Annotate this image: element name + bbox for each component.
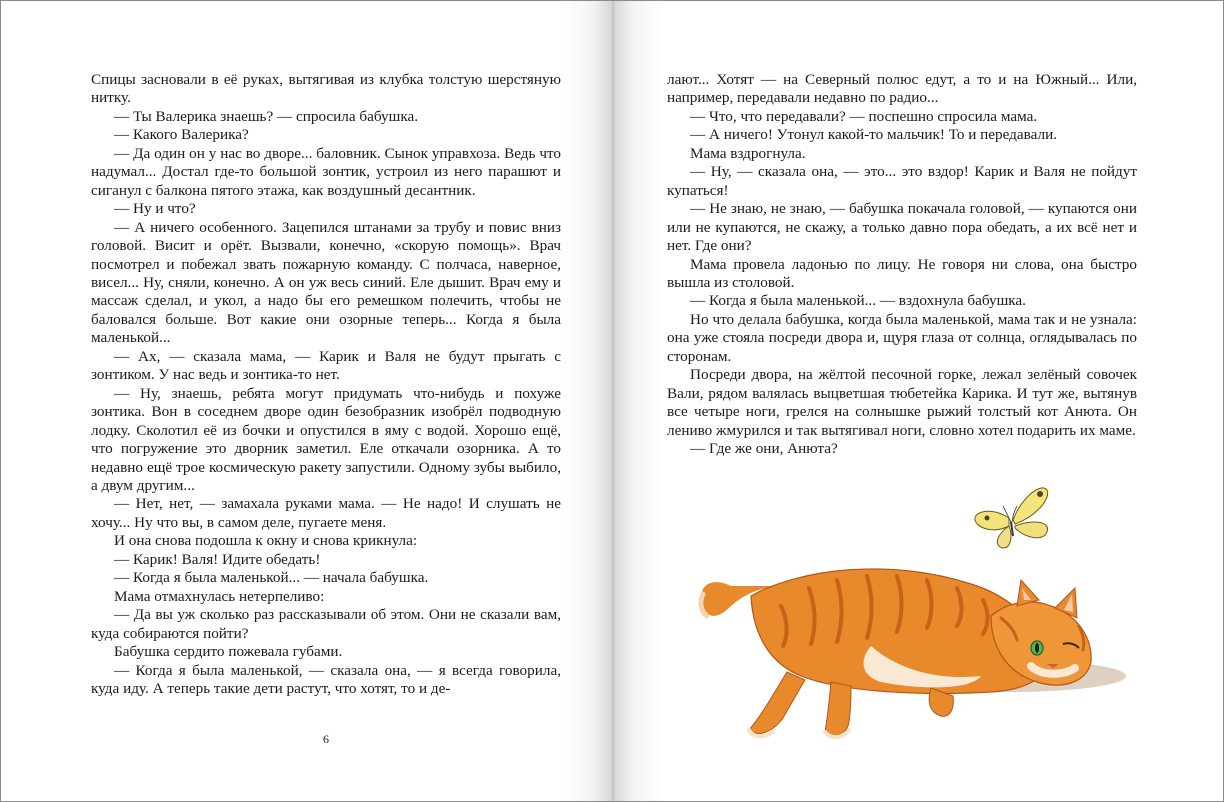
- paragraph: — Да вы уж сколько раз рассказывали об этом. Они не сказали вам, куда собираются пойти?: [91, 606, 561, 642]
- paragraph: Мама вздрогнула.: [690, 144, 806, 162]
- paragraph: — Ты Валерика знаешь? — спросила бабушка.: [114, 107, 419, 125]
- paragraph: — А ничего особенного. Зацепился штанами за трубу и повис вниз головой. Висит и орёт. Вызвали, конечно, «скорую помощь». Врач посмотрел и побежал звать пожарную команду. С полчаса, наверное, висел... Ну, сняли, конечно. А он уж весь синий. Еле дышит. Врач ему и массаж сделал, и укол, а надо бы его ремешком полечить, чтобы не баловался больше. Вот какие они озорные теперь... Когда я была маленькой...: [91, 218, 561, 347]
- paragraph: — А ничего! Утонул какой-то мальчик! То и передавали.: [690, 126, 1057, 144]
- paragraph: — Ах, — сказала мама, — Карик и Валя не будут прыгать с зонтиком. У нас ведь и зонтика-то нет.: [91, 347, 561, 384]
- paragraph: — Когда я была маленькой... — вздохнула бабушка.: [690, 292, 1026, 310]
- book-gutter: [561, 1, 665, 801]
- paragraph: — Не знаю, не знаю, — бабушка покачала головой, — купаются они или не купаются, не скажу, а только давно пора обедать, а их всё нет и нет. Где они?: [667, 200, 1137, 255]
- paragraph: — Нет, нет, — замахала руками мама. — Не надо! И слушать не хочу... Ну что вы, в самом деле, пугаете меня.: [91, 495, 561, 531]
- paragraph: — Карик! Валя! Идите обедать!: [114, 550, 321, 568]
- paragraph: Бабушка сердито пожевала губами.: [114, 643, 343, 661]
- paragraph: — Ну, — сказала она, — это... это вздор! Карик и Валя не пойдут купаться!: [667, 163, 1137, 199]
- paragraph: — Когда я была маленькой, — сказала она, — я всегда говорила, куда иду. А теперь такие дети растут, что хотят, то и де-: [91, 661, 561, 697]
- paragraph: — Ну, знаешь, ребята могут придумать что-нибудь и похуже зонтика. Вон в соседнем дворе один безобразник изобрёл подводную лодку. Сколотил её из бочки и опустился в яму с водой. Хорошо ещё, что погружение это дворник заметил. Еле откачали озорника. А то недавно ещё трое космическую ракету запустили. Одному зубы выбило, а двум другим...: [91, 384, 561, 494]
- paragraph: — Что, что передавали? — поспешно спросила мама.: [690, 107, 1038, 125]
- paragraph: — Да один он у нас во дворе... баловник. Сынок управхоза. Ведь что надумал... Достал где-то большой зонтик, устроил из него парашют и сиганул с балкона пятого этажа, как воздушный десантник.: [91, 144, 561, 199]
- cat-illustration: [691, 476, 1141, 756]
- page-number: 6: [323, 732, 329, 746]
- paragraph: — Какого Валерика?: [114, 126, 249, 144]
- paragraph: Мама провела ладонью по лицу. Не говоря ни слова, она быстро вышла из столовой.: [667, 255, 1137, 291]
- right-page: [667, 71, 1137, 459]
- paragraph: И она снова подошла к окну и снова крикнула:: [114, 532, 418, 550]
- butterfly-icon: [975, 488, 1048, 548]
- paragraph: Мама отмахнулась нетерпеливо:: [114, 587, 325, 605]
- left-page: [91, 71, 561, 698]
- paragraph-continuation: лают... Хотят — на Северный полюс едут, а то и на Южный... Или, например, передавали недавно по радио...: [667, 71, 1137, 107]
- paragraph: — Когда я была маленькой... — начала бабушка.: [114, 569, 429, 587]
- cat-icon: [701, 569, 1091, 737]
- paragraph: Спицы засновали в её руках, вытягивая из клубка толстую шерстяную нитку.: [91, 71, 561, 107]
- paragraph: Посреди двора, на жёлтой песочной горке, лежал зелёный совочек Вали, рядом валялась выцветшая тюбетейка Карика. И тут же, вытянув все четыре ноги, грелся на солнышке рыжий толстый кот Анюта. Он лениво жмурился и так вытягивал ноги, словно хотел подарить их маме.: [667, 366, 1137, 439]
- paragraph: — Ну и что?: [114, 200, 196, 218]
- paragraph: Но что делала бабушка, когда была маленькой, мама так и не узнала: она уже стояла посреди двора и, щуря глаза от солнца, оглядывалась по сторонам.: [667, 310, 1137, 365]
- paragraph: — Где же они, Анюта?: [690, 440, 838, 458]
